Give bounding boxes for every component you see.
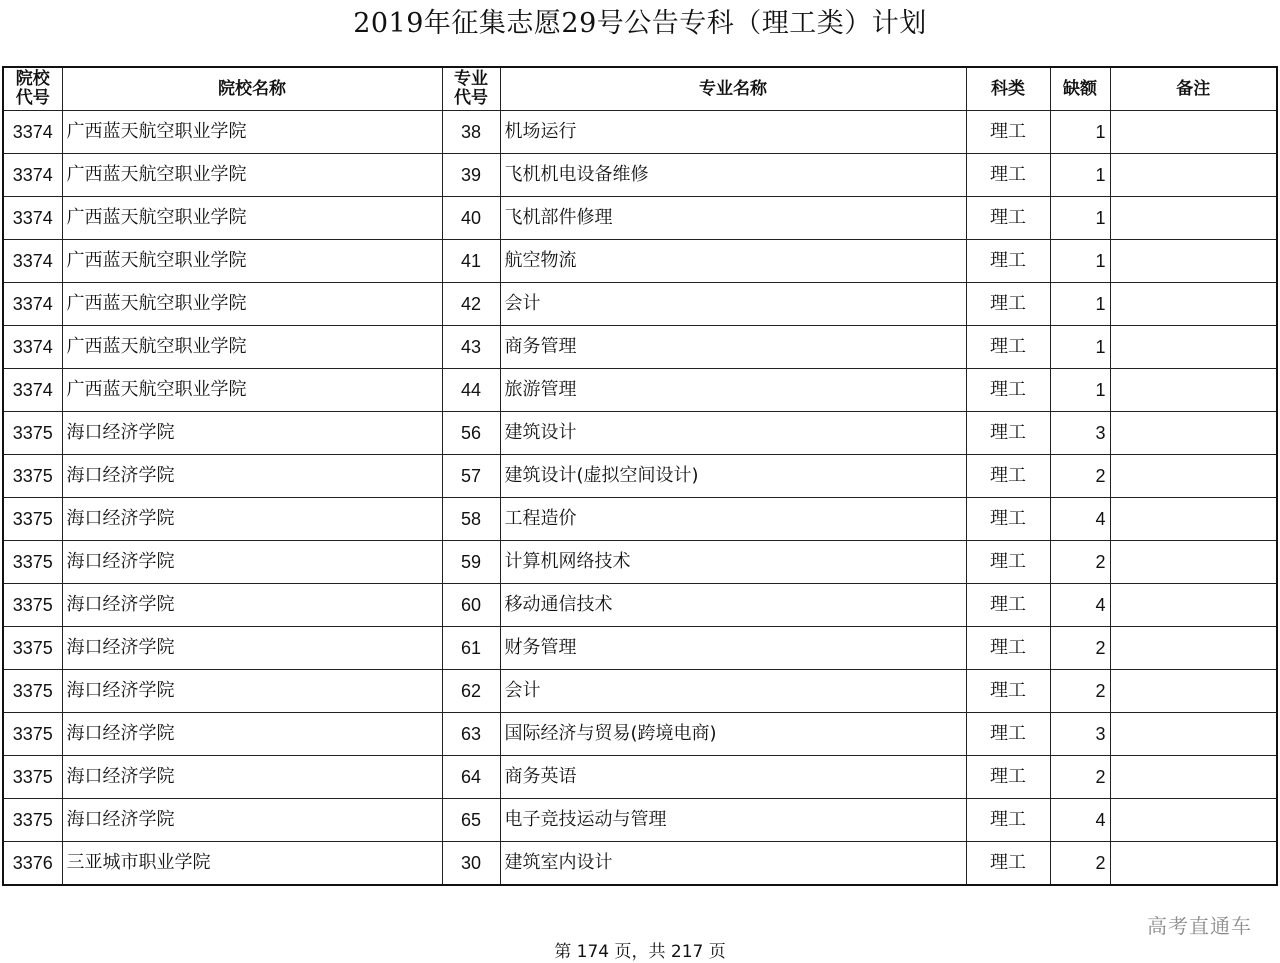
cell-school-name: 海口经济学院: [62, 627, 442, 670]
table-row: [3, 627, 1277, 670]
table-row: [3, 240, 1277, 283]
cell-school-name: 广西蓝天航空职业学院: [62, 154, 442, 197]
cell-vacancy: 4: [1050, 799, 1110, 842]
cell-school-name: 海口经济学院: [62, 584, 442, 627]
cell-school-code: 3374: [3, 154, 62, 197]
cell-major-name: 建筑设计(虚拟空间设计): [500, 455, 966, 498]
cell-major-code: 43: [442, 326, 500, 369]
table-row: [3, 154, 1277, 197]
cell-school-name: 海口经济学院: [62, 670, 442, 713]
cell-major-code: 39: [442, 154, 500, 197]
cell-school-code: 3374: [3, 240, 62, 283]
cell-major-name: 飞机机电设备维修: [500, 154, 966, 197]
cell-school-name: 海口经济学院: [62, 799, 442, 842]
cell-school-name: 海口经济学院: [62, 756, 442, 799]
cell-category: 理工: [966, 713, 1050, 756]
cell-note: [1110, 412, 1277, 455]
table-header-row: [3, 67, 1277, 111]
cell-vacancy: 1: [1050, 369, 1110, 412]
cell-note: [1110, 541, 1277, 584]
table-row: [3, 498, 1277, 541]
cell-note: [1110, 670, 1277, 713]
table-row: [3, 756, 1277, 799]
cell-category: 理工: [966, 154, 1050, 197]
cell-vacancy: 3: [1050, 412, 1110, 455]
cell-note: [1110, 240, 1277, 283]
header-school-code: 院校 代号: [3, 67, 62, 111]
cell-school-code: 3375: [3, 498, 62, 541]
cell-major-code: 64: [442, 756, 500, 799]
cell-major-name: 旅游管理: [500, 369, 966, 412]
cell-school-name: 海口经济学院: [62, 541, 442, 584]
cell-category: 理工: [966, 627, 1050, 670]
cell-category: 理工: [966, 842, 1050, 886]
cell-major-name: 电子竞技运动与管理: [500, 799, 966, 842]
plan-table: [2, 66, 1278, 886]
cell-school-name: 广西蓝天航空职业学院: [62, 111, 442, 154]
cell-major-name: 飞机部件修理: [500, 197, 966, 240]
cell-note: [1110, 154, 1277, 197]
cell-major-name: 商务管理: [500, 326, 966, 369]
cell-major-name: 移动通信技术: [500, 584, 966, 627]
cell-major-name: 商务英语: [500, 756, 966, 799]
cell-school-code: 3374: [3, 283, 62, 326]
table-row: [3, 584, 1277, 627]
cell-note: [1110, 326, 1277, 369]
cell-note: [1110, 713, 1277, 756]
page-footer: 第 174 页，共 217 页: [554, 942, 726, 962]
cell-category: 理工: [966, 111, 1050, 154]
cell-major-name: 航空物流: [500, 240, 966, 283]
cell-category: 理工: [966, 799, 1050, 842]
cell-major-code: 44: [442, 369, 500, 412]
cell-major-name: 会计: [500, 670, 966, 713]
cell-major-code: 59: [442, 541, 500, 584]
cell-category: 理工: [966, 283, 1050, 326]
cell-vacancy: 3: [1050, 713, 1110, 756]
cell-category: 理工: [966, 584, 1050, 627]
page-title: 2019年征集志愿29号公告专科（理工类）计划: [353, 8, 927, 39]
cell-vacancy: 1: [1050, 197, 1110, 240]
header-major-name: 专业名称: [500, 67, 966, 111]
cell-school-name: 海口经济学院: [62, 455, 442, 498]
cell-category: 理工: [966, 455, 1050, 498]
cell-vacancy: 4: [1050, 498, 1110, 541]
table-row: [3, 713, 1277, 756]
cell-note: [1110, 197, 1277, 240]
cell-note: [1110, 111, 1277, 154]
cell-major-code: 63: [442, 713, 500, 756]
cell-vacancy: 2: [1050, 670, 1110, 713]
cell-school-name: 广西蓝天航空职业学院: [62, 197, 442, 240]
table-row: [3, 412, 1277, 455]
cell-major-name: 建筑室内设计: [500, 842, 966, 886]
table-row: [3, 842, 1277, 886]
table-body: [3, 111, 1277, 886]
cell-note: [1110, 455, 1277, 498]
table-row: [3, 326, 1277, 369]
cell-note: [1110, 369, 1277, 412]
cell-major-code: 65: [442, 799, 500, 842]
cell-major-name: 财务管理: [500, 627, 966, 670]
cell-category: 理工: [966, 670, 1050, 713]
cell-vacancy: 2: [1050, 842, 1110, 886]
header-category: 科类: [966, 67, 1050, 111]
cell-school-code: 3374: [3, 326, 62, 369]
table-row: [3, 670, 1277, 713]
cell-school-code: 3374: [3, 369, 62, 412]
header-note: 备注: [1110, 67, 1277, 111]
cell-school-name: 三亚城市职业学院: [62, 842, 442, 886]
table-row: [3, 799, 1277, 842]
cell-note: [1110, 283, 1277, 326]
cell-vacancy: 2: [1050, 627, 1110, 670]
cell-major-code: 42: [442, 283, 500, 326]
cell-school-name: 广西蓝天航空职业学院: [62, 240, 442, 283]
cell-vacancy: 1: [1050, 240, 1110, 283]
cell-note: [1110, 584, 1277, 627]
cell-major-code: 56: [442, 412, 500, 455]
cell-major-name: 建筑设计: [500, 412, 966, 455]
cell-vacancy: 2: [1050, 541, 1110, 584]
header-major-code: 专业 代号: [442, 67, 500, 111]
cell-major-code: 40: [442, 197, 500, 240]
table-row: [3, 455, 1277, 498]
cell-major-name: 机场运行: [500, 111, 966, 154]
cell-school-code: 3375: [3, 541, 62, 584]
cell-category: 理工: [966, 541, 1050, 584]
table-row: [3, 197, 1277, 240]
cell-major-code: 57: [442, 455, 500, 498]
cell-note: [1110, 627, 1277, 670]
cell-major-name: 会计: [500, 283, 966, 326]
cell-school-code: 3374: [3, 197, 62, 240]
cell-major-code: 30: [442, 842, 500, 886]
cell-school-name: 海口经济学院: [62, 713, 442, 756]
header-school-name: 院校名称: [62, 67, 442, 111]
cell-note: [1110, 799, 1277, 842]
cell-major-code: 62: [442, 670, 500, 713]
cell-school-code: 3375: [3, 756, 62, 799]
cell-school-name: 广西蓝天航空职业学院: [62, 369, 442, 412]
cell-vacancy: 2: [1050, 455, 1110, 498]
cell-school-code: 3375: [3, 627, 62, 670]
cell-category: 理工: [966, 326, 1050, 369]
cell-major-code: 60: [442, 584, 500, 627]
cell-school-code: 3375: [3, 713, 62, 756]
cell-category: 理工: [966, 240, 1050, 283]
cell-vacancy: 2: [1050, 756, 1110, 799]
cell-vacancy: 1: [1050, 111, 1110, 154]
cell-school-name: 广西蓝天航空职业学院: [62, 283, 442, 326]
cell-school-name: 海口经济学院: [62, 498, 442, 541]
cell-category: 理工: [966, 197, 1050, 240]
cell-vacancy: 1: [1050, 154, 1110, 197]
cell-vacancy: 1: [1050, 326, 1110, 369]
cell-major-name: 国际经济与贸易(跨境电商): [500, 713, 966, 756]
cell-category: 理工: [966, 498, 1050, 541]
cell-school-code: 3375: [3, 799, 62, 842]
cell-school-code: 3374: [3, 111, 62, 154]
cell-school-code: 3375: [3, 455, 62, 498]
cell-note: [1110, 756, 1277, 799]
cell-school-name: 广西蓝天航空职业学院: [62, 326, 442, 369]
table-row: [3, 541, 1277, 584]
cell-major-code: 58: [442, 498, 500, 541]
table-row: [3, 283, 1277, 326]
cell-vacancy: 4: [1050, 584, 1110, 627]
table-row: [3, 111, 1277, 154]
header-vacancy: 缺额: [1050, 67, 1110, 111]
table-row: [3, 369, 1277, 412]
cell-major-code: 61: [442, 627, 500, 670]
cell-major-name: 工程造价: [500, 498, 966, 541]
cell-major-code: 41: [442, 240, 500, 283]
cell-school-code: 3375: [3, 412, 62, 455]
cell-category: 理工: [966, 756, 1050, 799]
cell-vacancy: 1: [1050, 283, 1110, 326]
cell-category: 理工: [966, 412, 1050, 455]
cell-major-code: 38: [442, 111, 500, 154]
watermark: 高考直通车: [1147, 914, 1252, 938]
cell-note: [1110, 498, 1277, 541]
cell-school-code: 3376: [3, 842, 62, 886]
cell-major-name: 计算机网络技术: [500, 541, 966, 584]
cell-school-code: 3375: [3, 670, 62, 713]
cell-category: 理工: [966, 369, 1050, 412]
cell-note: [1110, 842, 1277, 886]
cell-school-code: 3375: [3, 584, 62, 627]
cell-school-name: 海口经济学院: [62, 412, 442, 455]
